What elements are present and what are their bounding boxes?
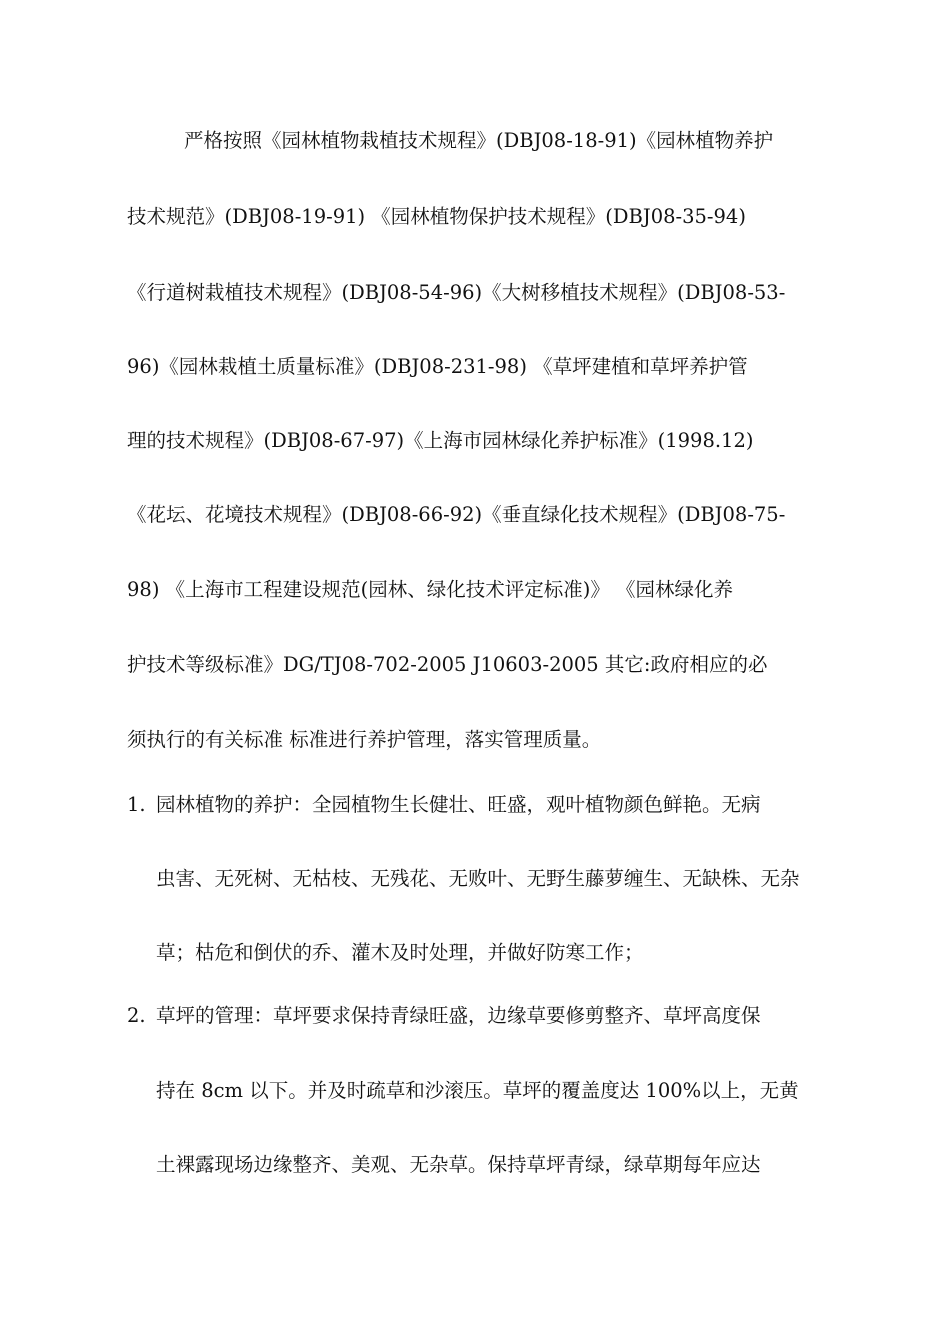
paragraph-line [0,421,950,461]
text-line: 草；枯危和倒伏的乔、灌木及时处理，并做好防寒工作； [156,941,644,964]
paragraph-line [0,273,950,313]
list-item-number: 1. [127,793,146,816]
text-line: 虫害、无死树、无枯枝、无残花、无败叶、无野生藤萝缠生、无缺株、无杂 [156,867,800,890]
text-line: 技术规范》(DBJ08-19-91) 《园林植物保护技术规程》(DBJ08-35-94) [127,205,746,228]
paragraph-line [0,720,950,760]
text-line: 草坪的管理：草坪要求保持青绿旺盛，边缘草要修剪整齐、草坪高度保 [156,1004,761,1027]
paragraph-line [0,495,950,535]
list-item-number: 2. [127,1004,146,1027]
text-line: 护技术等级标准》DG/TJ08-702-2005 J10603-2005 其它:政府相应的必 [127,653,768,676]
text-line: 须执行的有关标准 标准进行养护管理，落实管理质量。 [127,728,602,751]
text-line: 《行道树栽植技术规程》(DBJ08-54-96)《大树移植技术规程》(DBJ08-53- [127,281,786,304]
paragraph-line [0,645,950,685]
text-line: 土裸露现场边缘整齐、美观、无杂草。保持草坪青绿，绿草期每年应达 [156,1153,761,1176]
text-line: 园林植物的养护：全园植物生长健壮、旺盛，观叶植物颜色鲜艳。无病 [156,793,761,816]
list-item [0,785,950,825]
paragraph-line [0,197,950,237]
text-line: 98) 《上海市工程建设规范(园林、绿化技术评定标准)》 《园林绿化养 [127,578,734,601]
list-item-line [0,1145,950,1185]
list-item-line [0,1071,950,1111]
text-line: 《花坛、花境技术规程》(DBJ08-66-92)《垂直绿化技术规程》(DBJ08-75- [127,503,786,526]
paragraph-line [0,347,950,387]
list-item-line [0,933,950,973]
paragraph-line [0,121,950,161]
text-line: 严格按照《园林植物栽植技术规程》(DBJ08-18-91)《园林植物养护 [184,129,774,152]
list-item-line [0,859,950,899]
paragraph-line [0,570,950,610]
text-line: 持在 8cm 以下。并及时疏草和沙滚压。草坪的覆盖度达 100%以上，无黄 [156,1079,799,1102]
text-line: 96)《园林栽植土质量标准》(DBJ08-231-98) 《草坪建植和草坪养护管 [127,355,748,378]
text-line: 理的技术规程》(DBJ08-67-97)《上海市园林绿化养护标准》(1998.12) [127,429,754,452]
list-item [0,996,950,1036]
